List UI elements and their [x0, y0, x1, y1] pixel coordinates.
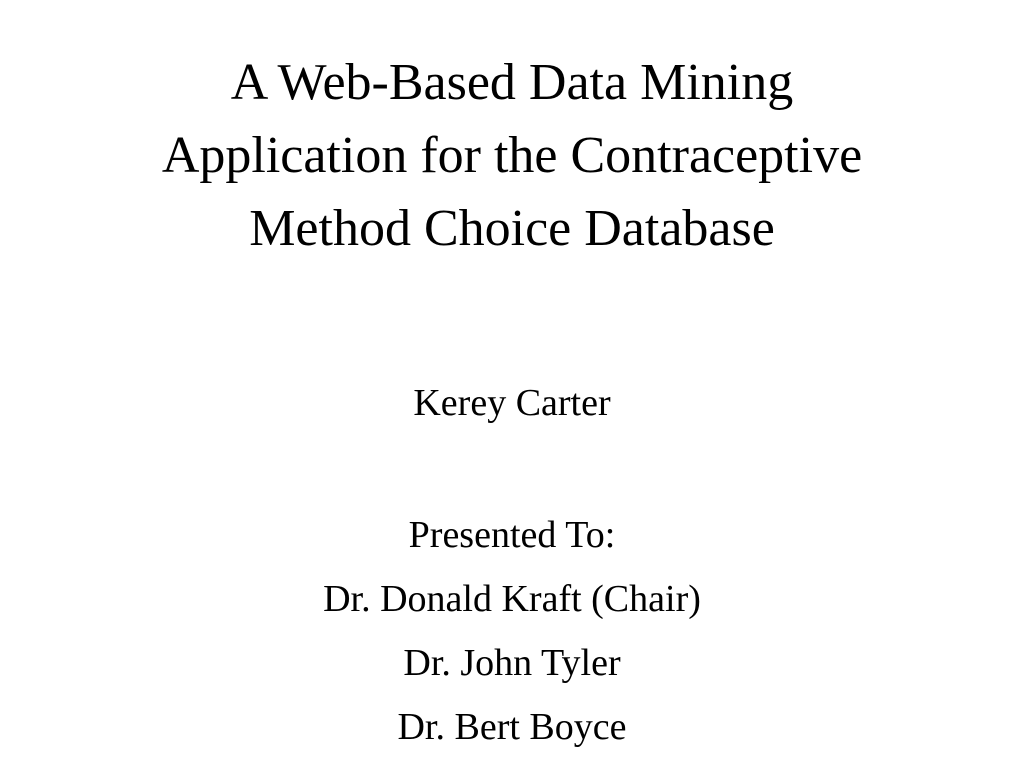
- author-name: Kerey Carter: [413, 382, 611, 424]
- title-line-1: A Web-Based Data Mining: [230, 54, 794, 111]
- presented-to-label: Presented To:: [408, 514, 616, 556]
- committee-member: Dr. Bert Boyce: [397, 706, 627, 748]
- committee-member: Dr. John Tyler: [403, 642, 621, 684]
- slide-title: [0, 46, 1024, 265]
- committee-block: [0, 503, 1024, 759]
- title-line-3: Method Choice Database: [249, 200, 775, 257]
- title-line-2: Application for the Contraceptive: [161, 127, 863, 184]
- author-block: [0, 371, 1024, 435]
- committee-member: Dr. Donald Kraft (Chair): [323, 578, 701, 620]
